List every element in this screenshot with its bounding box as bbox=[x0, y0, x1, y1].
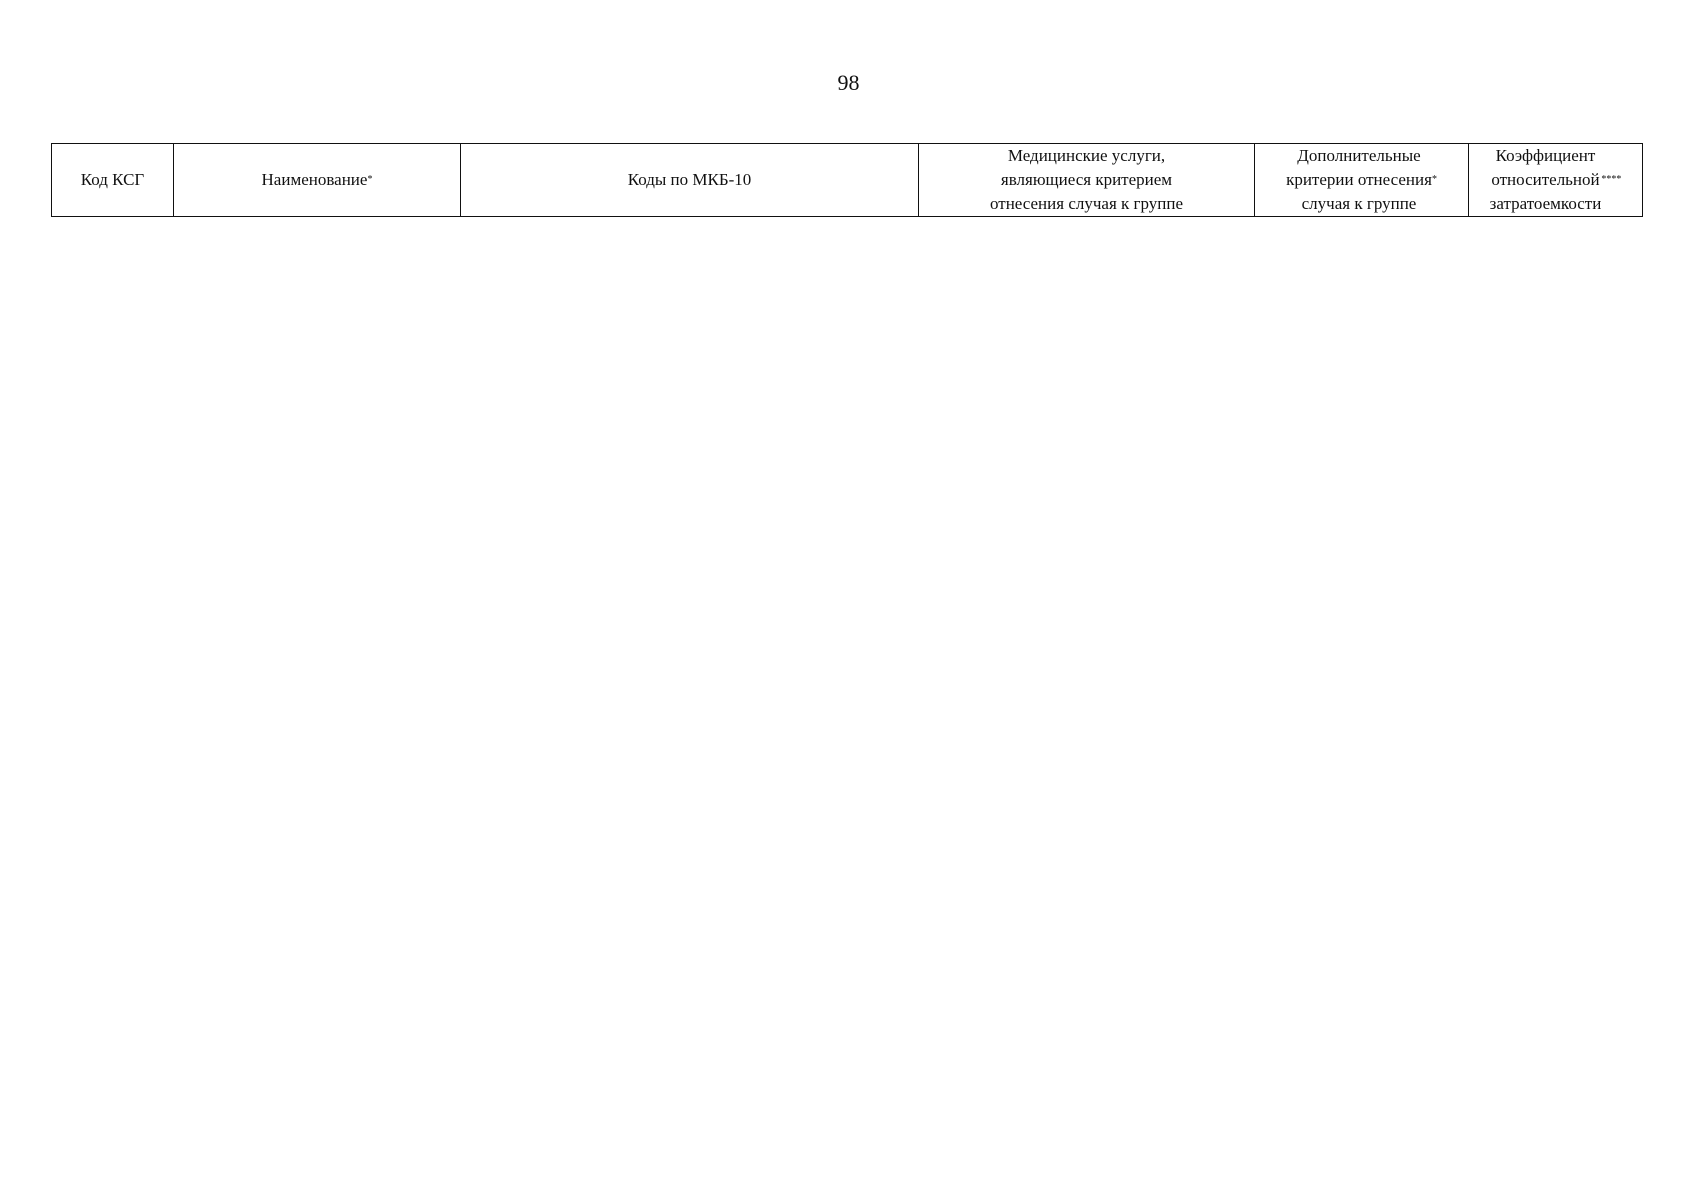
table-body bbox=[51, 235, 1643, 1115]
header-name-text: Наименование bbox=[261, 170, 368, 189]
header-criteria-text: Дополнительные критерии отнесения случая к группе bbox=[1286, 146, 1432, 213]
header-coef: Коэффициент относительной затратоемкости **** bbox=[1469, 144, 1642, 216]
table-header bbox=[51, 143, 1643, 217]
header-services: Медицинские услуги, являющиеся критерием отнесения случая к группе bbox=[919, 144, 1255, 216]
header-criteria: Дополнительные критерии отнесения случая к группе * bbox=[1255, 144, 1469, 216]
header-icd: Коды по МКБ-10 bbox=[461, 144, 919, 216]
header-coef-text: Коэффициент относительной затратоемкости bbox=[1489, 146, 1602, 213]
header-name: Наименование * bbox=[174, 144, 461, 216]
page-number: 98 bbox=[837, 70, 860, 95]
header-code: Код КСГ bbox=[52, 144, 174, 216]
